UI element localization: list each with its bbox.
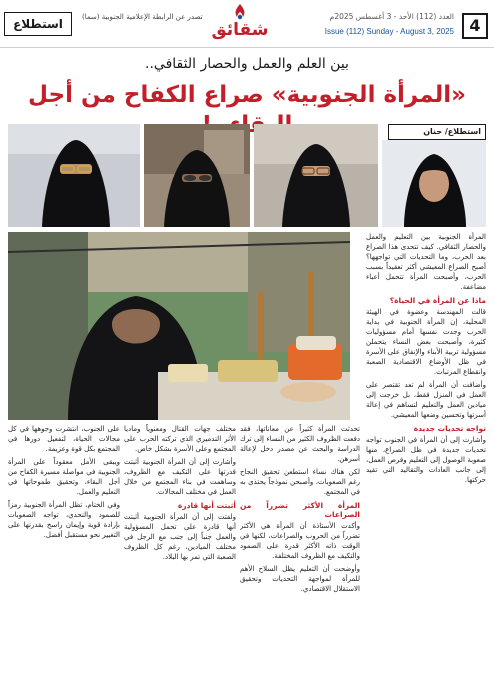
article-subtitle: بين العلم والعمل والحصار الثقافي..	[145, 56, 349, 72]
logo-flame-icon	[230, 3, 250, 21]
issue-info-english: Issue (112) Sunday - August 3, 2025	[324, 27, 454, 36]
paragraph: تحدثت المرأة كثيراً عن معاناتها، فقد دفعت الظروف الكثير من النساء إلى ترك الدراسة والبحث عن مصدر دخل لإعالة أسرهن.	[240, 425, 360, 463]
section-tag: استطلاع	[4, 12, 72, 36]
newspaper-logo	[200, 3, 280, 45]
portrait-photo-3	[144, 124, 250, 227]
paragraph: وأشارت إلى أن المرأة الجنوبية أثبتت قدرتها على التكيف مع الظروف، وساهمت في بناء المجتمع من خلال العمل في مختلف المجالات.	[124, 458, 236, 496]
main-photo-woman-vendor	[8, 232, 350, 420]
paragraph: وأضافت أن المرأة لم تعد تقتصر على العمل في المنزل فقط، بل خرجت إلى ميادين العمل والتعليم لتساهم في إعالة أسرتها وتحسين وضعها المعيشي.	[366, 381, 486, 419]
portrait-photo-1	[382, 140, 486, 227]
article-column-3	[124, 424, 236, 690]
article-column-4	[8, 424, 120, 690]
paragraph: ولفتت إلى أن المرأة الجنوبية أثبتت أنها قادرة على تحمل المسؤولية والعمل جنباً إلى جنب مع الرجل في مختلف الميادين، رغم كل الظروف الصعبة التي تمر بها البلاد.	[124, 513, 236, 561]
paragraph: قالت المهندسة وعضوة في الهيئة المحلية، إن المرأة الجنوبية في بداية الحرب وجدت نفسها أمام مسؤوليات كثيرة، وأصبحت بعض النساء يتحملن مسؤولية تربية الأبناء والإنفاق على الأسرة في ظل الأوضاع الاقتصادية الصعبة وانقطاع المرتبات.	[366, 308, 486, 376]
page-number: 4	[462, 13, 488, 39]
paragraph: على الجنوب، انتشرت وجوهها في كل مجالات الحياة، لتفعيل دورها في المجتمع بكل قوة وعزيمة.	[8, 425, 120, 453]
article-column-2	[240, 424, 360, 690]
paragraph: لكن هناك نساء استطعن تحقيق النجاح رغم الصعوبات، وأصبحن نموذجاً يحتذى به في المجتمع.	[240, 468, 360, 496]
paragraph: مختلف جهات القتال ومعنوياً وماديا الأثر التدميري الذي تركته الحرب على المجتمع وعلى الأسرة بشكل خاص.	[124, 425, 236, 453]
paragraph: وأشارت إلى أن المرأة في الجنوب تواجه تحديات جديدة في ظل الصراع، منها صعوبة الوصول إلى التعليم وفرص العمل، إلى جانب العادات والتقاليد التي تقيد حركتها.	[366, 436, 486, 484]
byline: استطلاع/ حنان	[388, 124, 486, 140]
subheading: أثبتت أنها قادرة	[177, 501, 236, 510]
paragraph: وفي الختام، تظل المرأة الجنوبية رمزاً للصمود والتحدي، تواجه الصعوبات بإرادة قوية وإيمان راسخ بقدرتها على التغيير نحو مستقبل أفضل.	[8, 501, 120, 539]
subheading: ماذا عن المرأة في الحياة؟	[389, 296, 486, 305]
article-headline: «المرأة الجنوبية» صراع الكفاح من أجل	[27, 82, 467, 108]
masthead	[0, 0, 494, 48]
article-column-1	[366, 232, 486, 690]
subheading: المرأة الأكثر تضرراً من الصراعات	[240, 501, 360, 519]
portrait-photo-4	[8, 124, 140, 227]
paragraph: وأكدت الأستاذة أن المرأة هي الأكثر تضرراً من الحروب والصراعات، لكنها في الوقت ذاته الأكثر قدرة على الصمود والتكيف مع الظروف المختلفة.	[240, 522, 360, 560]
paragraph: وأوضحت أن التعليم يظل السلاح الأهم للمرأة لمواجهة التحديات وتحقيق الاستقلال الاقتصادي.	[240, 565, 360, 593]
paragraph: المرأة الجنوبية بين التعليم والعمل والحصار الثقافي. كيف تتحدى هذا الصراع بعد الحرب، وما التحديات التي تواجهها؟ أصبح الصراع المعيشي أكثر تعقيداً بسبب الحرب، وأصبحت المرأة تتحمل أعباء مضاعفة.	[366, 233, 486, 291]
publisher-line: تصدر عن الرابطة الإعلامية الجنوبية (سما)	[82, 13, 203, 21]
portrait-photo-2	[254, 124, 378, 227]
issue-info-arabic: العدد (112) الأحد - 3 أغسطس 2025م	[329, 12, 454, 21]
logo-text: شقائق	[211, 20, 269, 40]
subheading: تواجه تحديات جديدة	[413, 424, 486, 433]
paragraph: ويبقى الأمل معقوداً على المرأة الجنوبية في مواصلة مسيرة الكفاح من أجل البقاء، وتحقيق طموحاتها في التعليم والعمل.	[8, 458, 120, 496]
